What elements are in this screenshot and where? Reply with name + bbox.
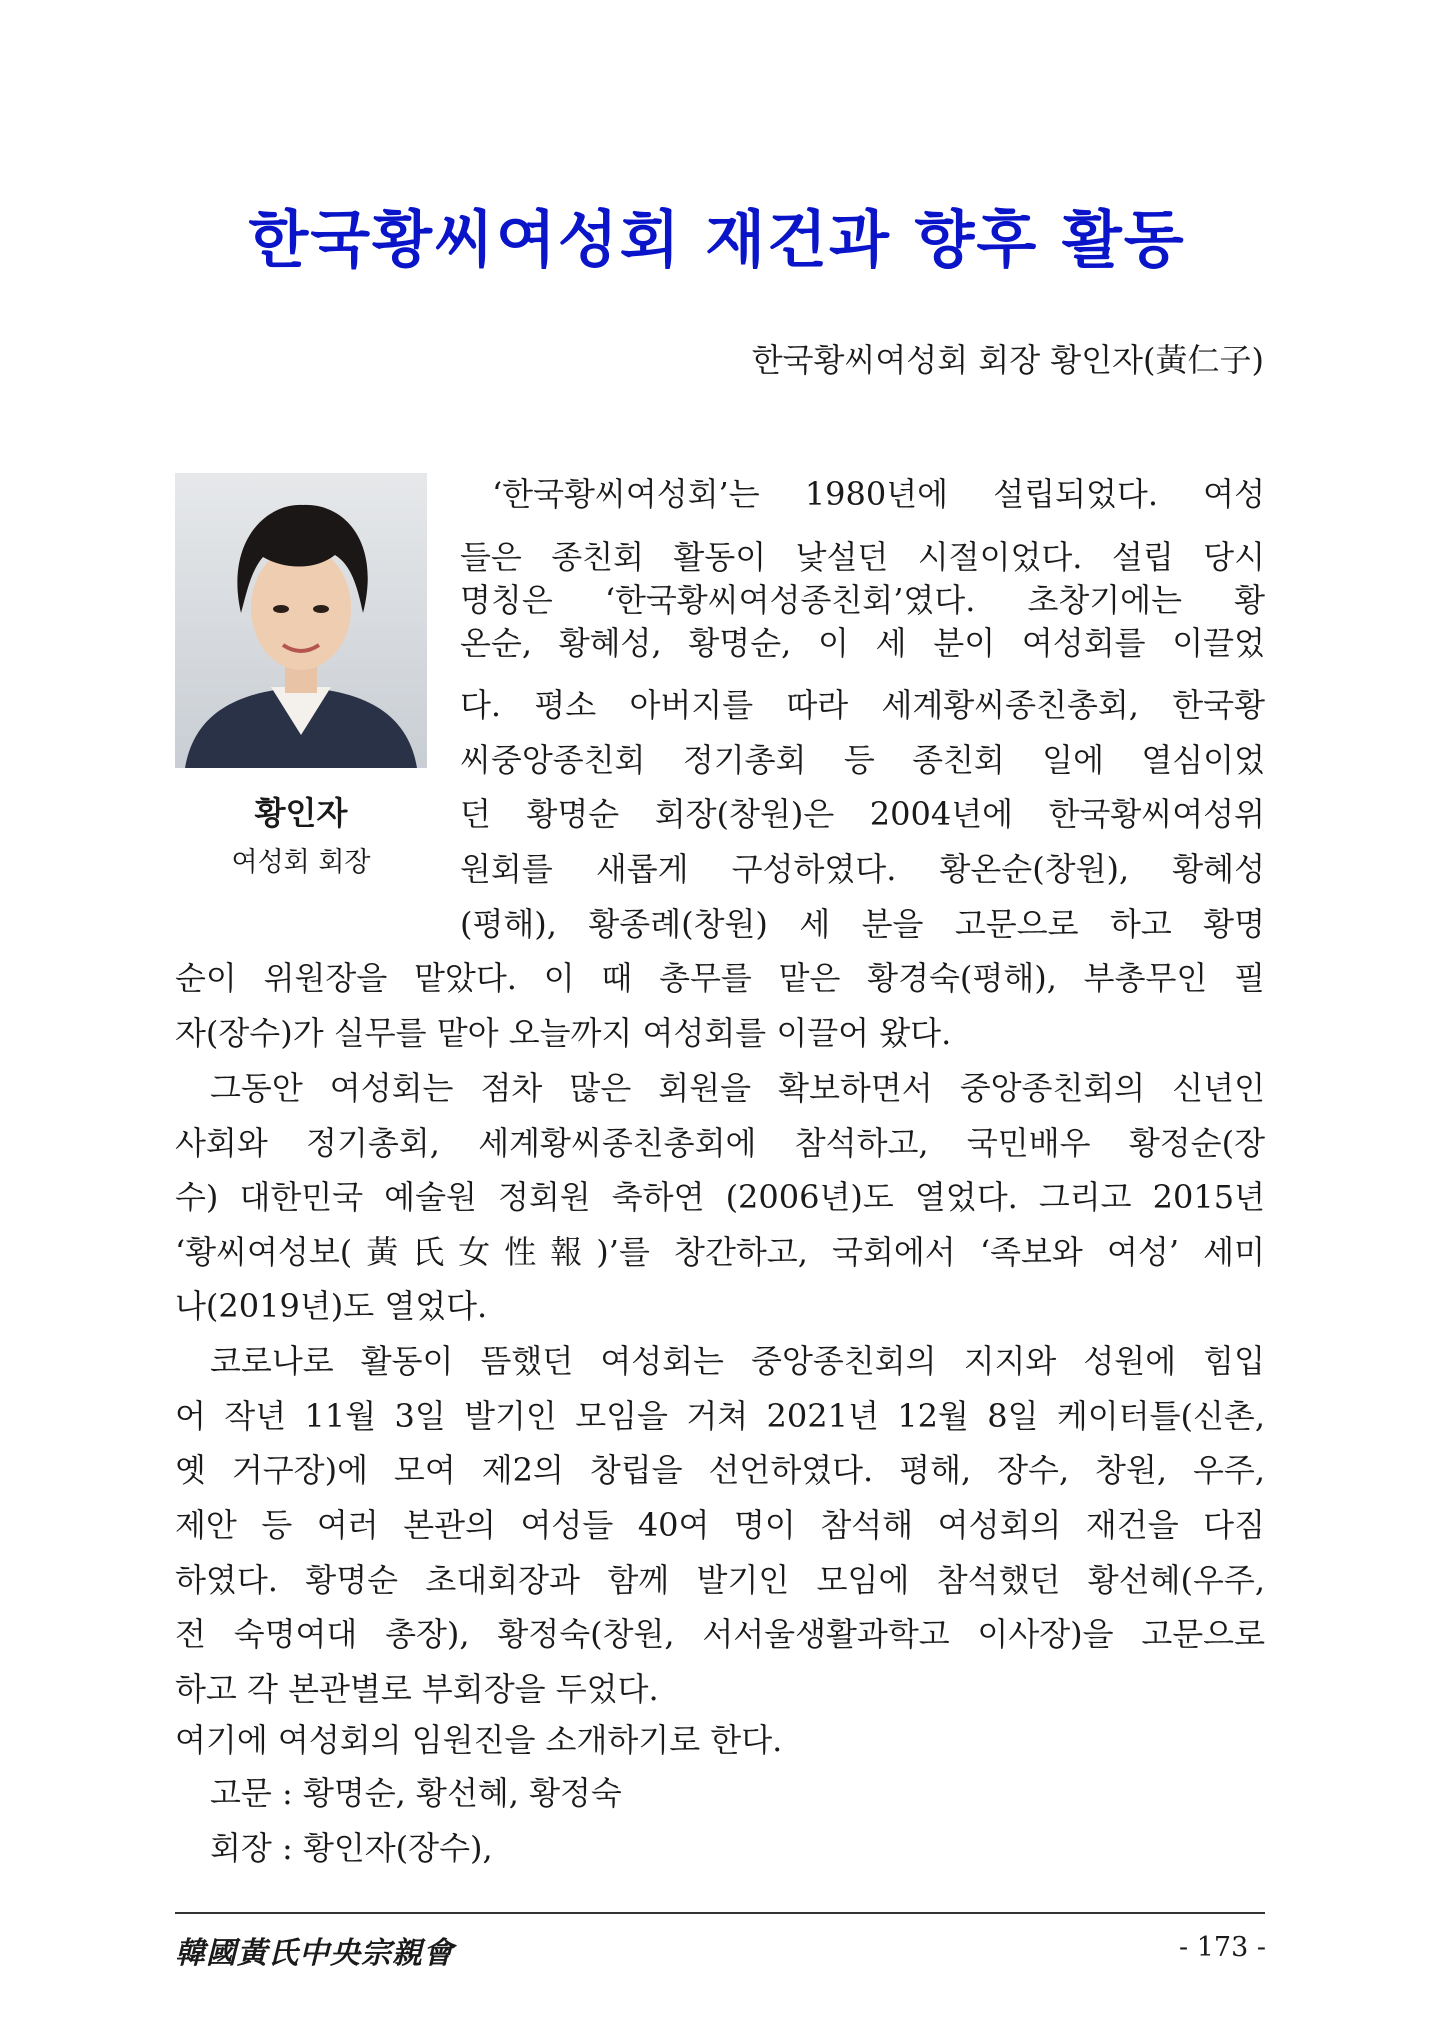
photo-caption-role: 여성회 회장	[231, 847, 371, 878]
body-line: 고문 : 황명순, 황선혜, 황정숙	[210, 1774, 622, 1812]
body-line: 사회와 정기총회, 세계황씨종친총회에 참석하고, 국민배우 황정순(장	[175, 1124, 1265, 1162]
body-line: 원회를 새롭게 구성하였다. 황온순(창원), 황혜성	[460, 850, 1265, 888]
article-title: 한국황씨여성회 재건과 향후 활동	[248, 203, 1186, 276]
body-line: 어 작년 11월 3일 발기인 모임을 거쳐 2021년 12월 8일 케이터틀(신촌,	[175, 1397, 1265, 1435]
body-line: 제안 등 여러 본관의 여성들 40여 명이 참석해 여성회의 재건을 다짐	[175, 1506, 1265, 1544]
body-line: 씨중앙종친회 정기총회 등 종친회 일에 열심이었	[460, 741, 1265, 779]
body-line: 온순, 황혜성, 황명순, 이 세 분이 여성회를 이끌었	[460, 624, 1265, 662]
body-line: 던 황명순 회장(창원)은 2004년에 한국황씨여성위	[460, 795, 1265, 833]
body-line: 회장 : 황인자(장수),	[210, 1829, 493, 1867]
article-byline: 한국황씨여성회 회장 황인자(黃仁子)	[751, 341, 1264, 379]
body-line: 들은 종친회 활동이 낯설던 시절이었다. 설립 당시	[460, 538, 1265, 576]
body-line: 코로나로 활동이 뜸했던 여성회는 중앙종친회의 지지와 성원에 힘입	[210, 1342, 1265, 1380]
body-line: ‘한국황씨여성회’는 1980년에 설립되었다. 여성	[492, 475, 1265, 513]
body-line: 명칭은 ‘한국황씨여성종친회’였다. 초창기에는 황	[460, 581, 1265, 619]
body-line: (평해), 황종례(창원) 세 분을 고문으로 하고 황명	[460, 905, 1265, 943]
body-line: 여기에 여성회의 임원진을 소개하기로 한다.	[175, 1721, 783, 1759]
body-line: 그동안 여성회는 점차 많은 회원을 확보하면서 중앙종친회의 신년인	[210, 1069, 1265, 1107]
footer-organization: 韓國黃氏中央宗親會	[175, 1936, 454, 1971]
body-line: 하고 각 본관별로 부회장을 두었다.	[175, 1670, 659, 1708]
body-line: 수) 대한민국 예술원 정회원 축하연 (2006년)도 열었다. 그리고 2015년	[175, 1178, 1265, 1216]
body-line: 자(장수)가 실무를 맡아 오늘까지 여성회를 이끌어 왔다.	[175, 1014, 952, 1052]
body-line: 다. 평소 아버지를 따라 세계황씨종친총회, 한국황	[460, 686, 1265, 724]
body-line: 나(2019년)도 열었다.	[175, 1287, 488, 1325]
body-line: 옛 거구장)에 모여 제2의 창립을 선언하였다. 평해, 장수, 창원, 우주,	[175, 1451, 1265, 1489]
photo-caption-name: 황인자	[254, 794, 348, 832]
body-line: 전 숙명여대 총장), 황정숙(창원, 서서울생활과학고 이사장)을 고문으로	[175, 1615, 1265, 1653]
footer-divider	[175, 1912, 1265, 1914]
page-number: - 173 -	[1179, 1932, 1266, 1963]
body-line: ‘황씨여성보(黃氏女性報)’를 창간하고, 국회에서 ‘족보와 여성’ 세미	[175, 1233, 1265, 1271]
body-line: 하였다. 황명순 초대회장과 함께 발기인 모임에 참석했던 황선혜(우주,	[175, 1561, 1265, 1599]
body-line: 순이 위원장을 맡았다. 이 때 총무를 맡은 황경숙(평해), 부총무인 필	[175, 959, 1265, 997]
